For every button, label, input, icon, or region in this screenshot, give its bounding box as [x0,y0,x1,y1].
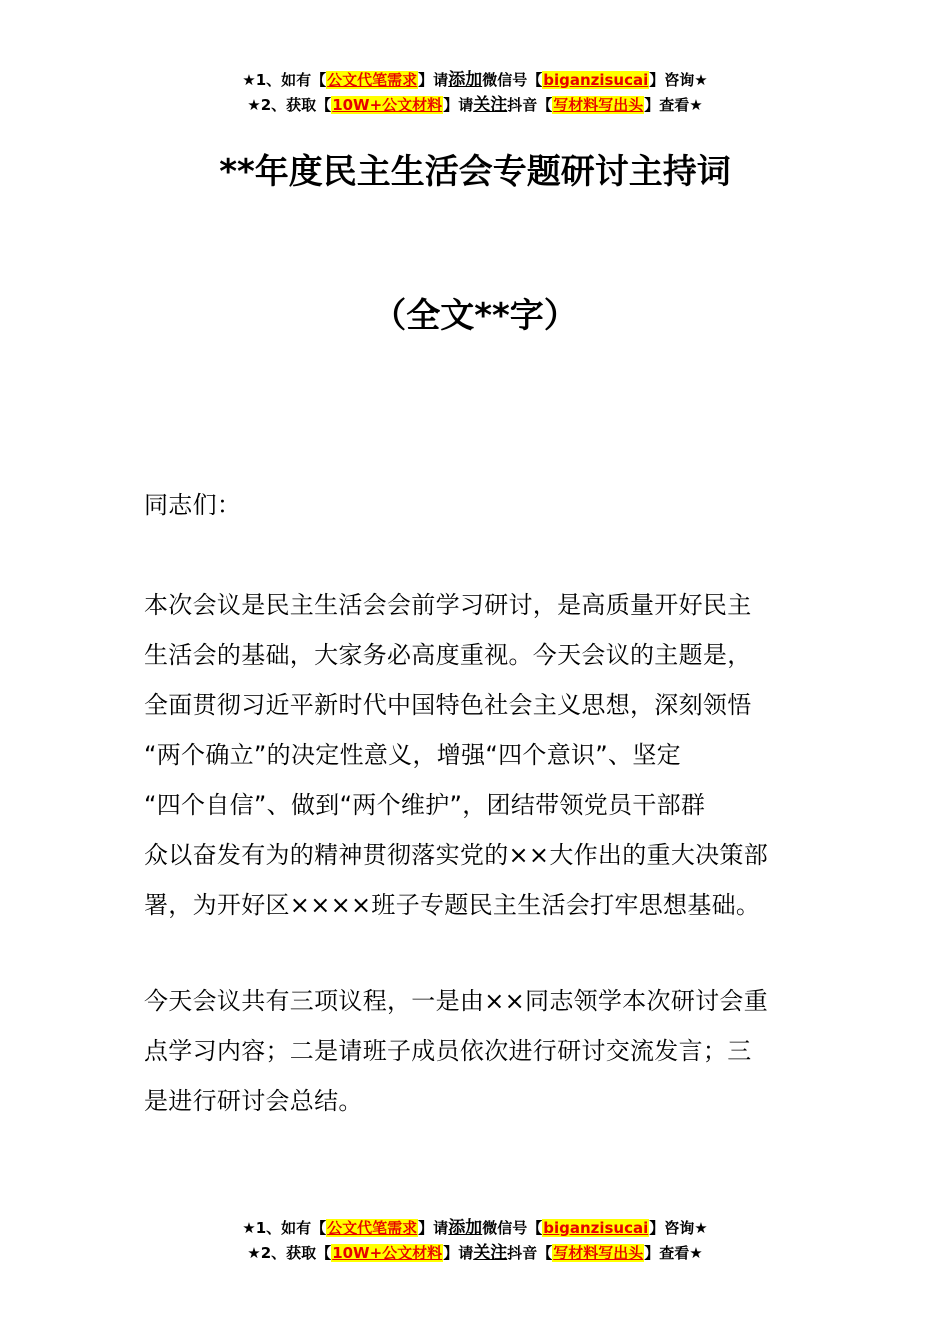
paragraph-1 [144,580,812,930]
document-title: **年度民主生活会专题研讨主持词 [219,152,731,192]
notice-text: 】请 [443,1244,474,1262]
paragraph-line: 点学习内容；二是请班子成员依次进行研讨交流发言；三 [144,1037,752,1065]
paragraph-line: 署，为开好区××××班子专题民主生活会打牢思想基础。 [144,891,761,919]
notice-text: 抖音【 [507,96,553,114]
notice-text: 微信号【 [482,1219,543,1237]
paragraph-line: 全面贯彻习近平新时代中国特色社会主义思想，深刻领悟 [144,691,752,719]
paragraph-line: “四个自信”、做到“两个维护”，团结带领党员干部群 [144,791,706,819]
document-subtitle: （全文**字） [372,296,578,336]
notice-text: 】请 [443,96,474,114]
notice-text: 】咨询★ [649,1219,708,1237]
highlight-materials: 10W+公文材料 [332,1244,443,1262]
notice-text: 】查看★ [644,96,703,114]
underlined-follow: 关注 [473,95,508,115]
underlined-add: 添加 [448,70,483,90]
paragraph-line: 是进行研讨会总结。 [144,1087,363,1115]
underlined-follow: 关注 [473,1243,508,1263]
notice-text: ★1、如有【 [242,71,327,89]
notice-text: 】请 [418,71,449,89]
highlight-service: 公文代笔需求 [327,71,418,89]
notice-text: 抖音【 [507,1244,553,1262]
highlight-wechat-id: biganzisucai [543,1219,649,1237]
header-notice-line-2 [0,93,950,118]
paragraph-line: “两个确立”的决定性意义，增强“四个意识”、坚定 [144,741,681,769]
header-notice-line-1 [0,68,950,93]
highlight-wechat-id: biganzisucai [543,71,649,89]
notice-text: ★2、获取【 [247,1244,332,1262]
notice-text: 】请 [418,1219,449,1237]
paragraph-2 [144,976,812,1126]
footer-notice [0,1216,950,1266]
notice-text: 】查看★ [644,1244,703,1262]
highlight-douyin-account: 写材料写出头 [553,96,644,114]
paragraph-line: 本次会议是民主生活会会前学习研讨，是高质量开好民主 [144,591,752,619]
paragraph-line: 今天会议共有三项议程，一是由××同志领学本次研讨会重 [144,987,769,1015]
notice-text: 微信号【 [482,71,543,89]
notice-text: ★2、获取【 [247,96,332,114]
paragraph-line: 生活会的基础，大家务必高度重视。今天会议的主题是， [144,641,752,669]
notice-text: ★1、如有【 [242,1219,327,1237]
header-notice [0,68,950,118]
salutation: 同志们： [144,491,242,519]
highlight-materials: 10W+公文材料 [332,96,443,114]
underlined-add: 添加 [448,1218,483,1238]
footer-notice-line-1 [0,1216,950,1241]
paragraph-line: 众以奋发有为的精神贯彻落实党的××大作出的重大决策部 [144,841,769,869]
notice-text: 】咨询★ [649,71,708,89]
highlight-douyin-account: 写材料写出头 [553,1244,644,1262]
highlight-service: 公文代笔需求 [327,1219,418,1237]
footer-notice-line-2 [0,1241,950,1266]
